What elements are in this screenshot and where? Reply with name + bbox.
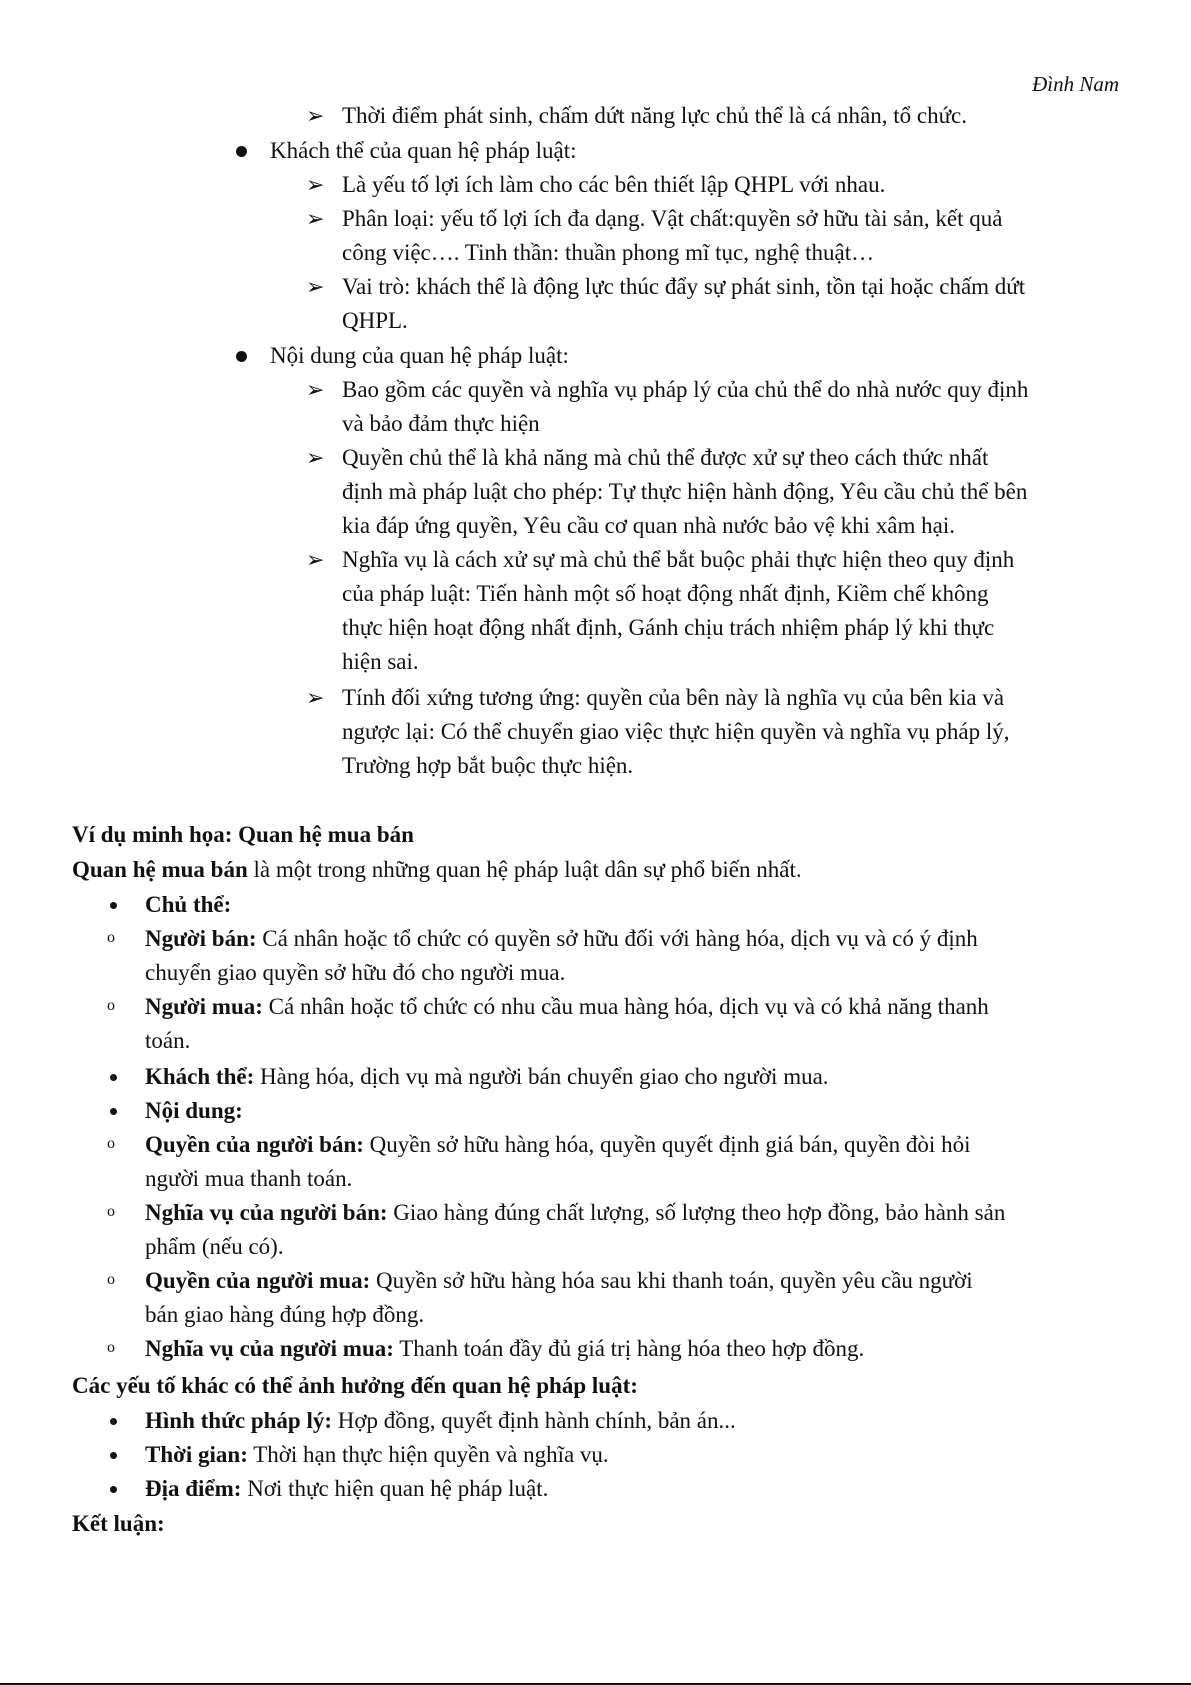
list-item-label: Chủ thể: [145, 892, 232, 917]
list-item-text: Quyền sở hữu hàng hóa sau khi thanh toán, quyền yêu cầu người [370, 1268, 973, 1293]
text-line: thực hiện hoạt động nhất định, Gánh chịu trách nhiệm pháp lý khi thực [342, 615, 995, 640]
list-item-label: Nghĩa vụ của người bán: [145, 1200, 388, 1225]
list-item-text: Thời hạn thực hiện quyền và nghĩa vụ. [247, 1442, 609, 1467]
text-line: Quyền chủ thể là khả năng mà chủ thể được xử sự theo cách thức nhất [342, 445, 989, 470]
circle-bullet-icon: o [107, 1203, 115, 1220]
list-item [145, 1472, 548, 1506]
list-item [145, 990, 989, 1024]
list-item [145, 1438, 609, 1472]
list-item-label: Địa điểm: [145, 1476, 242, 1501]
list-item [145, 1404, 736, 1438]
list-item [145, 1196, 1005, 1230]
list-item [145, 1060, 829, 1094]
text-line: Tính đối xứng tương ứng: quyền của bên này là nghĩa vụ của bên kia và [342, 685, 1005, 710]
text-line: kia đáp ứng quyền, Yêu cầu cơ quan nhà nước bảo vệ khi xâm hại. [342, 513, 955, 538]
list-item-label: Quyền của người bán: [145, 1132, 364, 1157]
bullet-dot-icon [110, 1486, 117, 1493]
list-item [145, 1332, 864, 1366]
arrow-bullet-icon: ➢ [306, 377, 325, 402]
text-line: toán. [145, 1028, 191, 1053]
section-heading: Kết luận: [72, 1511, 165, 1536]
arrow-bullet-icon: ➢ [306, 274, 325, 299]
bullet-dot-icon [110, 1452, 117, 1459]
circle-bullet-icon: o [107, 997, 115, 1014]
intro-bold: Quan hệ mua bán [72, 857, 248, 882]
arrow-bullet-icon: ➢ [306, 547, 325, 572]
circle-bullet-icon: o [107, 1271, 115, 1288]
bullet-dot-icon [110, 1074, 117, 1081]
text-line: định mà pháp luật cho phép: Tự thực hiện hành động, Yêu cầu chủ thể bên [342, 479, 1028, 504]
list-item-text: Nơi thực hiện quan hệ pháp luật. [241, 1476, 549, 1501]
text-line: ngược lại: Có thể chuyển giao việc thực hiện quyền và nghĩa vụ pháp lý, [342, 719, 1010, 744]
list-item-label: Quyền của người mua: [145, 1268, 371, 1293]
text-line: QHPL. [342, 308, 408, 333]
list-item-text: Cá nhân hoặc tổ chức có nhu cầu mua hàng hóa, dịch vụ và có khả năng thanh [262, 994, 989, 1019]
text-line: và bảo đảm thực hiện [342, 411, 540, 436]
list-item [145, 922, 978, 956]
text-line: người mua thanh toán. [145, 1166, 353, 1191]
page-header-author: Đình Nam [1032, 72, 1119, 96]
arrow-bullet-icon: ➢ [306, 685, 325, 710]
intro-paragraph [72, 853, 802, 887]
list-item-label: Nội dung: [145, 1098, 243, 1123]
list-item-text: Quyền sở hữu hàng hóa, quyền quyết định giá bán, quyền đòi hỏi [363, 1132, 971, 1157]
list-item-label: Thời gian: [145, 1442, 248, 1467]
section-heading: Các yếu tố khác có thể ảnh hưởng đến quan hệ pháp luật: [72, 1373, 638, 1398]
text-line: chuyển giao quyền sở hữu đó cho người mua. [145, 960, 566, 985]
list-item [145, 1128, 970, 1162]
text-line: Trường hợp bắt buộc thực hiện. [342, 753, 634, 778]
arrow-bullet-icon: ➢ [306, 172, 325, 197]
text-line: Thời điểm phát sinh, chấm dứt năng lực chủ thể là cá nhân, tổ chức. [342, 103, 968, 128]
list-item-text: Hàng hóa, dịch vụ mà người bán chuyển giao cho người mua. [254, 1064, 829, 1089]
text-line: bán giao hàng đúng hợp đồng. [145, 1302, 425, 1327]
text-line: của pháp luật: Tiến hành một số hoạt động nhất định, Kiềm chế không [342, 581, 989, 606]
bullet-dot-icon [236, 146, 247, 157]
list-item-label: Hình thức pháp lý: [145, 1408, 332, 1433]
intro-text: là một trong những quan hệ pháp luật dân sự phổ biến nhất. [247, 857, 802, 882]
text-line: Bao gồm các quyền và nghĩa vụ pháp lý của chủ thể do nhà nước quy định [342, 377, 1029, 402]
bullet-dot-icon [110, 902, 117, 909]
text-line: Là yếu tố lợi ích làm cho các bên thiết lập QHPL với nhau. [342, 172, 886, 197]
bullet-dot-icon [110, 1418, 117, 1425]
circle-bullet-icon: o [107, 1339, 115, 1356]
list-item-label: Người bán: [145, 926, 257, 951]
list-item-label: Người mua: [145, 994, 263, 1019]
list-item-text: Giao hàng đúng chất lượng, số lượng theo hợp đồng, bảo hành sản [387, 1200, 1006, 1225]
arrow-bullet-icon: ➢ [306, 103, 325, 128]
bullet-dot-icon [110, 1108, 117, 1115]
list-item-label: Nghĩa vụ của người mua: [145, 1336, 394, 1361]
list-item-text: Hợp đồng, quyết định hành chính, bản án... [332, 1408, 736, 1433]
text-line: công việc…. Tinh thần: thuần phong mĩ tục, nghệ thuật… [342, 240, 875, 265]
text-line: Nghĩa vụ là cách xử sự mà chủ thể bắt buộc phải thực hiện theo quy định [342, 547, 1015, 572]
text-line: Phân loại: yếu tố lợi ích đa dạng. Vật chất:quyền sở hữu tài sản, kết quả [342, 206, 1003, 231]
arrow-bullet-icon: ➢ [306, 206, 325, 231]
bullet-dot-icon [236, 351, 247, 362]
list-item [145, 1264, 973, 1298]
bullet-heading: Khách thể của quan hệ pháp luật: [270, 138, 577, 163]
circle-bullet-icon: o [107, 929, 115, 946]
section-heading: Ví dụ minh họa: Quan hệ mua bán [72, 822, 414, 847]
bullet-heading: Nội dung của quan hệ pháp luật: [270, 343, 569, 368]
list-item-text: Thanh toán đầy đủ giá trị hàng hóa theo hợp đồng. [393, 1336, 865, 1361]
list-item-text: Cá nhân hoặc tổ chức có quyền sở hữu đối với hàng hóa, dịch vụ và có ý định [256, 926, 978, 951]
circle-bullet-icon: o [107, 1135, 115, 1152]
text-line: Vai trò: khách thể là động lực thúc đẩy sự phát sinh, tồn tại hoặc chấm dứt [342, 274, 1026, 299]
text-line: hiện sai. [342, 649, 419, 674]
text-line: phẩm (nếu có). [145, 1234, 284, 1259]
list-item-label: Khách thể: [145, 1064, 255, 1089]
arrow-bullet-icon: ➢ [306, 445, 325, 470]
